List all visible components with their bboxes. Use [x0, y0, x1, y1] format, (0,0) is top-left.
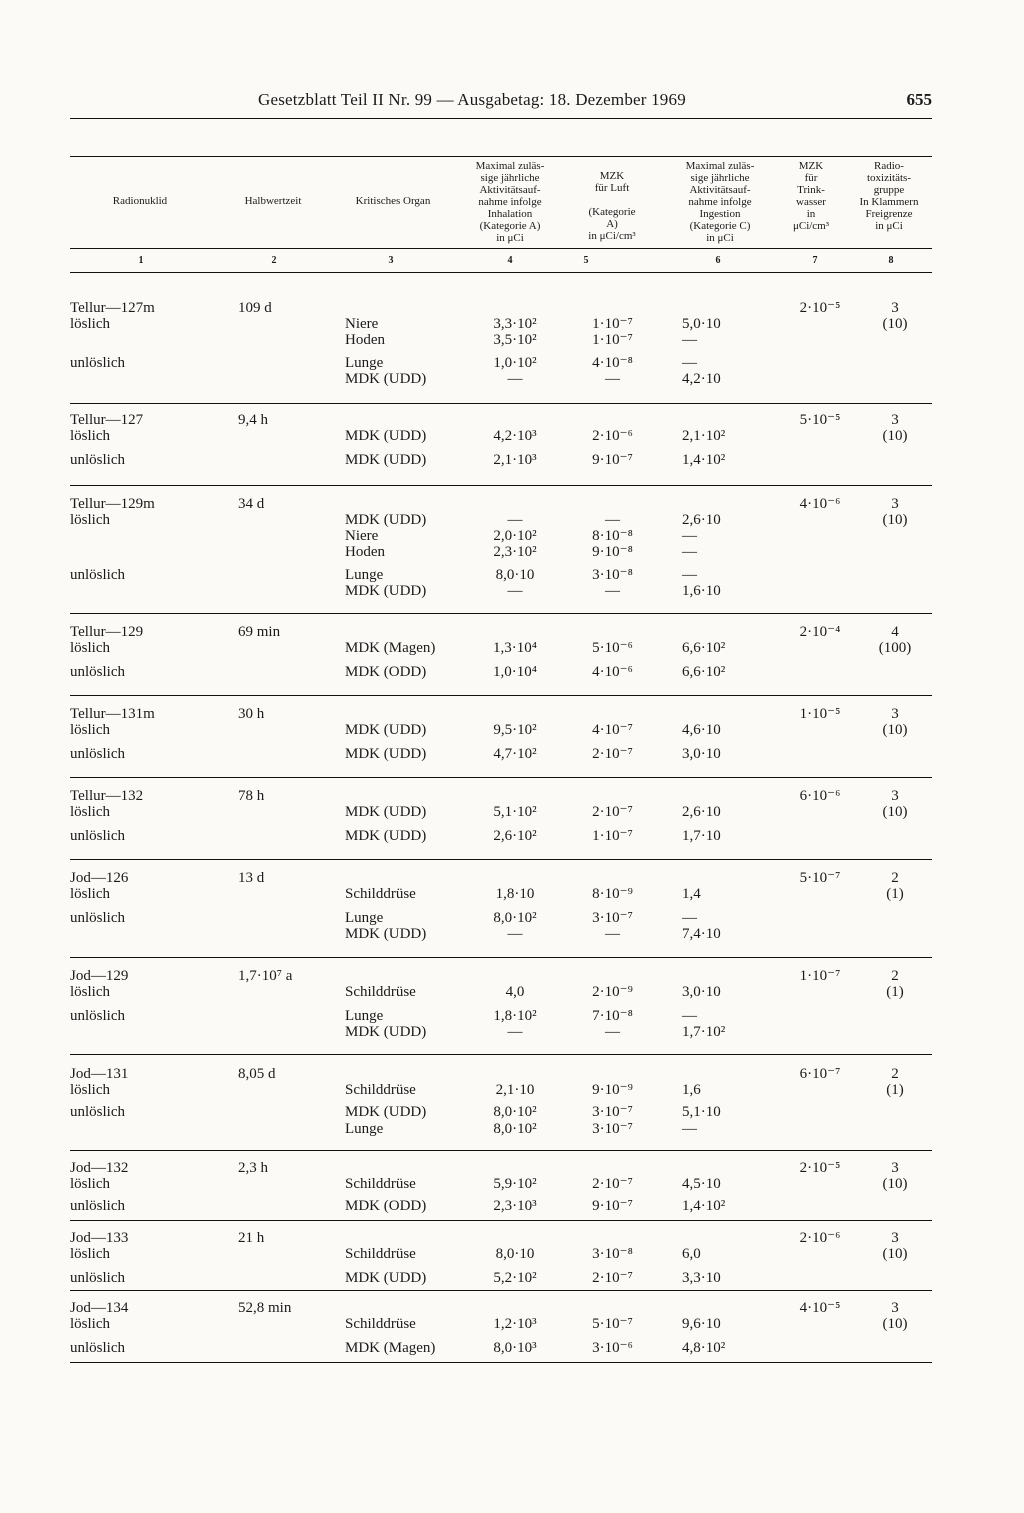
critical-organ: MDK (UDD) — [345, 722, 427, 738]
inhalation-limit: 3,5·10² — [493, 332, 537, 348]
radiotoxicity-group: 2 — [891, 1066, 899, 1082]
solubility-label: löslich — [70, 428, 110, 444]
group-divider — [70, 957, 932, 958]
inhalation-limit: 8,0·10 — [495, 1246, 535, 1262]
mzk-air: 9·10⁻⁹ — [592, 1082, 633, 1098]
inhalation-limit: 2,3·10³ — [493, 1198, 537, 1214]
inhalation-limit: 3,3·10² — [493, 316, 537, 332]
inhalation-limit: 8,0·10³ — [493, 1340, 537, 1356]
mzk-air: 2·10⁻⁷ — [592, 804, 633, 820]
ingestion-limit: — — [682, 1121, 697, 1137]
exemption-limit: (100) — [878, 640, 912, 656]
page-title: Gesetzblatt Teil II Nr. 99 — Ausgabetag: 18. Dezember 1969 — [258, 90, 686, 109]
group-divider — [70, 1290, 932, 1291]
group-divider — [70, 485, 932, 486]
critical-organ: MDK (UDD) — [345, 1270, 427, 1286]
critical-organ: MDK (UDD) — [345, 428, 427, 444]
mzk-drinking-water: 2·10⁻⁶ — [799, 1230, 841, 1246]
group-divider — [70, 859, 932, 860]
ingestion-limit: 7,4·10 — [682, 926, 721, 942]
exemption-limit: (1) — [886, 1082, 904, 1098]
column-number-6: 6 — [715, 255, 721, 266]
ingestion-limit: 3,0·10 — [682, 746, 721, 762]
radiotoxicity-group: 3 — [891, 1300, 899, 1316]
ingestion-limit: 1,4·10² — [682, 1198, 726, 1214]
solubility-label: löslich — [70, 722, 110, 738]
page-header — [70, 90, 932, 112]
mzk-air: 4·10⁻⁸ — [592, 355, 633, 371]
inhalation-limit: 2,1·10³ — [493, 452, 537, 468]
mzk-air: 1·10⁻⁷ — [592, 828, 633, 844]
mzk-air: 9·10⁻⁷ — [592, 452, 633, 468]
inhalation-limit: 4,2·10³ — [493, 428, 537, 444]
group-divider — [70, 1362, 932, 1363]
mzk-air: 7·10⁻⁸ — [592, 1008, 633, 1024]
nuclide-name: Jod—133 — [70, 1230, 129, 1246]
radiotoxicity-group: 3 — [891, 496, 899, 512]
ingestion-limit: 6,6·10² — [682, 664, 726, 680]
exemption-limit: (10) — [882, 1176, 908, 1192]
column-header-2: Halbwertzeit — [244, 195, 302, 207]
inhalation-limit: 8,0·10² — [493, 1104, 537, 1120]
ingestion-limit: 6,0 — [682, 1246, 701, 1262]
mzk-air: 2·10⁻⁹ — [592, 984, 633, 1000]
inhalation-limit: 2,3·10² — [493, 544, 537, 560]
column-header-4: Maximal zuläs- sige jährliche Aktivitätsauf- nahme infolge Inhalation (Kategorie A) in μCi — [475, 160, 545, 244]
critical-organ: MDK (ODD) — [345, 664, 427, 680]
critical-organ: Lunge — [345, 567, 384, 583]
group-divider — [70, 695, 932, 696]
inhalation-limit: 9,5·10² — [493, 722, 537, 738]
radiotoxicity-group: 2 — [891, 870, 899, 886]
inhalation-limit: 2,6·10² — [493, 828, 537, 844]
critical-organ: MDK (UDD) — [345, 746, 427, 762]
ingestion-limit: 1,7·10 — [682, 828, 721, 844]
ingestion-limit: — — [682, 910, 697, 926]
exemption-limit: (10) — [882, 722, 908, 738]
radiotoxicity-group: 4 — [891, 624, 899, 640]
exemption-limit: (10) — [882, 512, 908, 528]
mzk-drinking-water: 4·10⁻⁵ — [799, 1300, 841, 1316]
solubility-label: löslich — [70, 886, 110, 902]
critical-organ: MDK (UDD) — [345, 1024, 427, 1040]
column-header-rule — [70, 248, 932, 249]
ingestion-limit: — — [682, 528, 697, 544]
nuclide-name: Jod—126 — [70, 870, 129, 886]
critical-organ: Lunge — [345, 1008, 384, 1024]
solubility-label: unlöslich — [70, 355, 125, 371]
ingestion-limit: 1,7·10² — [682, 1024, 726, 1040]
ingestion-limit: 3,0·10 — [682, 984, 721, 1000]
critical-organ: MDK (ODD) — [345, 1198, 427, 1214]
mzk-air: 8·10⁻⁸ — [592, 528, 633, 544]
inhalation-limit: 1,8·10 — [495, 886, 535, 902]
inhalation-limit: — — [507, 926, 523, 942]
half-life: 69 min — [238, 624, 281, 640]
group-divider — [70, 403, 932, 404]
mzk-drinking-water: 4·10⁻⁶ — [799, 496, 841, 512]
mzk-drinking-water: 1·10⁻⁷ — [799, 968, 841, 984]
solubility-label: löslich — [70, 1246, 110, 1262]
critical-organ: Hoden — [345, 544, 385, 560]
solubility-label: löslich — [70, 316, 110, 332]
mzk-drinking-water: 1·10⁻⁵ — [799, 706, 841, 722]
page-number: 655 — [906, 90, 932, 109]
mzk-air: — — [605, 926, 620, 942]
mzk-air: 3·10⁻⁷ — [592, 1121, 633, 1137]
solubility-label: löslich — [70, 1176, 110, 1192]
mzk-air: — — [605, 1024, 620, 1040]
mzk-drinking-water: 2·10⁻⁵ — [799, 1160, 841, 1176]
critical-organ: Schilddrüse — [345, 1246, 416, 1262]
critical-organ: Schilddrüse — [345, 984, 416, 1000]
half-life: 2,3 h — [238, 1160, 268, 1176]
critical-organ: MDK (UDD) — [345, 1104, 427, 1120]
radiotoxicity-group: 3 — [891, 1160, 899, 1176]
inhalation-limit: — — [507, 1024, 523, 1040]
inhalation-limit: 1,8·10² — [493, 1008, 537, 1024]
mzk-drinking-water: 6·10⁻⁶ — [799, 788, 841, 804]
inhalation-limit: — — [507, 583, 523, 599]
ingestion-limit: 4,8·10² — [682, 1340, 726, 1356]
solubility-label: unlöslich — [70, 1008, 125, 1024]
critical-organ: MDK (Magen) — [345, 1340, 436, 1356]
mzk-air: 1·10⁻⁷ — [592, 316, 633, 332]
ingestion-limit: — — [682, 332, 697, 348]
half-life: 109 d — [238, 300, 272, 316]
ingestion-limit: 1,4·10² — [682, 452, 726, 468]
critical-organ: MDK (UDD) — [345, 926, 427, 942]
nuclide-name: Tellur—129m — [70, 496, 155, 512]
column-header-1: Radionuklid — [112, 195, 168, 207]
half-life: 1,7·10⁷ a — [238, 968, 293, 984]
critical-organ: Schilddrüse — [345, 886, 416, 902]
solubility-label: unlöslich — [70, 910, 125, 926]
solubility-label: löslich — [70, 804, 110, 820]
critical-organ: Niere — [345, 316, 379, 332]
ingestion-limit: 1,6·10 — [682, 583, 721, 599]
column-header-8: Radio- toxizitäts- gruppe In Klammern Freigrenze in μCi — [859, 160, 919, 232]
column-number-8: 8 — [888, 255, 894, 266]
column-number-3: 3 — [388, 255, 394, 266]
critical-organ: MDK (UDD) — [345, 452, 427, 468]
mzk-drinking-water: 5·10⁻⁵ — [799, 412, 841, 428]
inhalation-limit: 1,3·10⁴ — [493, 640, 537, 656]
exemption-limit: (1) — [886, 886, 904, 902]
ingestion-limit: 3,3·10 — [682, 1270, 721, 1286]
mzk-air: 5·10⁻⁶ — [592, 640, 633, 656]
mzk-air: 3·10⁻⁷ — [592, 910, 633, 926]
nuclide-name: Tellur—127 — [70, 412, 144, 428]
radiotoxicity-group: 3 — [891, 1230, 899, 1246]
mzk-air: — — [605, 371, 620, 387]
critical-organ: MDK (UDD) — [345, 583, 427, 599]
inhalation-limit: 8,0·10² — [493, 1121, 537, 1137]
critical-organ: MDK (UDD) — [345, 804, 427, 820]
column-number-2: 2 — [271, 255, 277, 266]
mzk-air: 4·10⁻⁷ — [592, 722, 633, 738]
mzk-drinking-water: 2·10⁻⁵ — [799, 300, 841, 316]
critical-organ: Lunge — [345, 1121, 384, 1137]
group-divider — [70, 1054, 932, 1055]
nuclide-name: Tellur—127m — [70, 300, 155, 316]
mzk-air: 3·10⁻⁸ — [592, 1246, 633, 1262]
mzk-air: 3·10⁻⁶ — [592, 1340, 633, 1356]
mzk-drinking-water: 2·10⁻⁴ — [799, 624, 841, 640]
mzk-air: 2·10⁻⁷ — [592, 1270, 633, 1286]
inhalation-limit: 1,0·10⁴ — [493, 664, 537, 680]
nuclide-name: Jod—129 — [70, 968, 129, 984]
ingestion-limit: 1,6 — [682, 1082, 701, 1098]
mzk-air: 9·10⁻⁸ — [592, 544, 633, 560]
ingestion-limit: 5,0·10 — [682, 316, 721, 332]
column-number-rule — [70, 272, 932, 273]
critical-organ: Lunge — [345, 355, 384, 371]
solubility-label: löslich — [70, 1082, 110, 1098]
nuclide-name: Jod—132 — [70, 1160, 129, 1176]
group-divider — [70, 1150, 932, 1151]
inhalation-limit: 1,2·10³ — [493, 1316, 537, 1332]
exemption-limit: (10) — [882, 428, 908, 444]
column-number-1: 1 — [138, 255, 144, 266]
mzk-air: 5·10⁻⁷ — [592, 1316, 633, 1332]
header-rule — [70, 118, 932, 119]
half-life: 13 d — [238, 870, 265, 886]
column-number-7: 7 — [812, 255, 818, 266]
mzk-air: 2·10⁻⁶ — [592, 428, 633, 444]
radiotoxicity-group: 2 — [891, 968, 899, 984]
half-life: 34 d — [238, 496, 265, 512]
solubility-label: unlöslich — [70, 1340, 125, 1356]
solubility-label: unlöslich — [70, 1104, 125, 1120]
ingestion-limit: 9,6·10 — [682, 1316, 721, 1332]
critical-organ: Lunge — [345, 910, 384, 926]
solubility-label: löslich — [70, 1316, 110, 1332]
solubility-label: unlöslich — [70, 664, 125, 680]
exemption-limit: (10) — [882, 1246, 908, 1262]
exemption-limit: (1) — [886, 984, 904, 1000]
critical-organ: MDK (UDD) — [345, 512, 427, 528]
column-number-5: 5 — [583, 255, 589, 266]
group-divider — [70, 1220, 932, 1221]
exemption-limit: (10) — [882, 316, 908, 332]
inhalation-limit: 5,2·10² — [493, 1270, 537, 1286]
ingestion-limit: 2,6·10 — [682, 512, 721, 528]
half-life: 21 h — [238, 1230, 265, 1246]
radiotoxicity-group: 3 — [891, 300, 899, 316]
group-divider — [70, 777, 932, 778]
nuclide-name: Jod—134 — [70, 1300, 129, 1316]
radiotoxicity-group: 3 — [891, 706, 899, 722]
nuclide-name: Tellur—129 — [70, 624, 144, 640]
inhalation-limit: 4,7·10² — [493, 746, 537, 762]
mzk-air: — — [605, 583, 620, 599]
solubility-label: löslich — [70, 512, 110, 528]
mzk-air: 9·10⁻⁷ — [592, 1198, 633, 1214]
ingestion-limit: — — [682, 567, 697, 583]
critical-organ: Schilddrüse — [345, 1316, 416, 1332]
ingestion-limit: 2,1·10² — [682, 428, 726, 444]
solubility-label: unlöslich — [70, 828, 125, 844]
ingestion-limit: — — [682, 355, 697, 371]
critical-organ: MDK (Magen) — [345, 640, 436, 656]
ingestion-limit: — — [682, 1008, 697, 1024]
exemption-limit: (10) — [882, 804, 908, 820]
ingestion-limit: 4,2·10 — [682, 371, 721, 387]
ingestion-limit: 6,6·10² — [682, 640, 726, 656]
mzk-air: 8·10⁻⁹ — [592, 886, 633, 902]
solubility-label: unlöslich — [70, 452, 125, 468]
ingestion-limit: 4,5·10 — [682, 1176, 721, 1192]
solubility-label: unlöslich — [70, 567, 125, 583]
inhalation-limit: 2,0·10² — [493, 528, 537, 544]
column-number-4: 4 — [507, 255, 513, 266]
radiotoxicity-group: 3 — [891, 788, 899, 804]
inhalation-limit: 4,0 — [505, 984, 525, 1000]
inhalation-limit: 2,1·10 — [495, 1082, 535, 1098]
ingestion-limit: 5,1·10 — [682, 1104, 721, 1120]
table-top-rule — [70, 156, 932, 157]
inhalation-limit: 5,9·10² — [493, 1176, 537, 1192]
critical-organ: Niere — [345, 528, 379, 544]
solubility-label: löslich — [70, 640, 110, 656]
critical-organ: MDK (UDD) — [345, 371, 427, 387]
mzk-air: 2·10⁻⁷ — [592, 746, 633, 762]
half-life: 78 h — [238, 788, 265, 804]
column-header-6: Maximal zuläs- sige jährliche Aktivitätsauf- nahme infolge Ingestion (Kategorie C) in μCi — [685, 160, 755, 244]
mzk-air: 1·10⁻⁷ — [592, 332, 633, 348]
critical-organ: Schilddrüse — [345, 1082, 416, 1098]
solubility-label: unlöslich — [70, 1198, 125, 1214]
ingestion-limit: 1,4 — [682, 886, 701, 902]
column-header-5: MZK für Luft (Kategorie A) in μCi/cm³ — [588, 170, 636, 242]
radiotoxicity-group: 3 — [891, 412, 899, 428]
solubility-label: unlöslich — [70, 746, 125, 762]
inhalation-limit: 1,0·10² — [493, 355, 537, 371]
half-life: 9,4 h — [238, 412, 268, 428]
group-divider — [70, 613, 932, 614]
nuclide-name: Jod—131 — [70, 1066, 129, 1082]
inhalation-limit: — — [507, 512, 523, 528]
critical-organ: Schilddrüse — [345, 1176, 416, 1192]
exemption-limit: (10) — [882, 1316, 908, 1332]
inhalation-limit: 8,0·10 — [495, 567, 535, 583]
inhalation-limit: 5,1·10² — [493, 804, 537, 820]
mzk-air: 4·10⁻⁶ — [592, 664, 633, 680]
column-header-3: Kritisches Organ — [355, 195, 431, 207]
solubility-label: unlöslich — [70, 1270, 125, 1286]
nuclide-name: Tellur—132 — [70, 788, 144, 804]
critical-organ: MDK (UDD) — [345, 828, 427, 844]
mzk-air: 2·10⁻⁷ — [592, 1176, 633, 1192]
inhalation-limit: — — [507, 371, 523, 387]
half-life: 8,05 d — [238, 1066, 276, 1082]
ingestion-limit: 2,6·10 — [682, 804, 721, 820]
nuclide-name: Tellur—131m — [70, 706, 155, 722]
mzk-air: 3·10⁻⁸ — [592, 567, 633, 583]
mzk-drinking-water: 6·10⁻⁷ — [799, 1066, 841, 1082]
mzk-air: 3·10⁻⁷ — [592, 1104, 633, 1120]
critical-organ: Hoden — [345, 332, 385, 348]
solubility-label: löslich — [70, 984, 110, 1000]
half-life: 30 h — [238, 706, 265, 722]
ingestion-limit: 4,6·10 — [682, 722, 721, 738]
column-header-7: MZK für Trink- wasser in μCi/cm³ — [792, 160, 830, 232]
half-life: 52,8 min — [238, 1300, 292, 1316]
mzk-air: — — [605, 512, 620, 528]
ingestion-limit: — — [682, 544, 697, 560]
inhalation-limit: 8,0·10² — [493, 910, 537, 926]
mzk-drinking-water: 5·10⁻⁷ — [799, 870, 841, 886]
